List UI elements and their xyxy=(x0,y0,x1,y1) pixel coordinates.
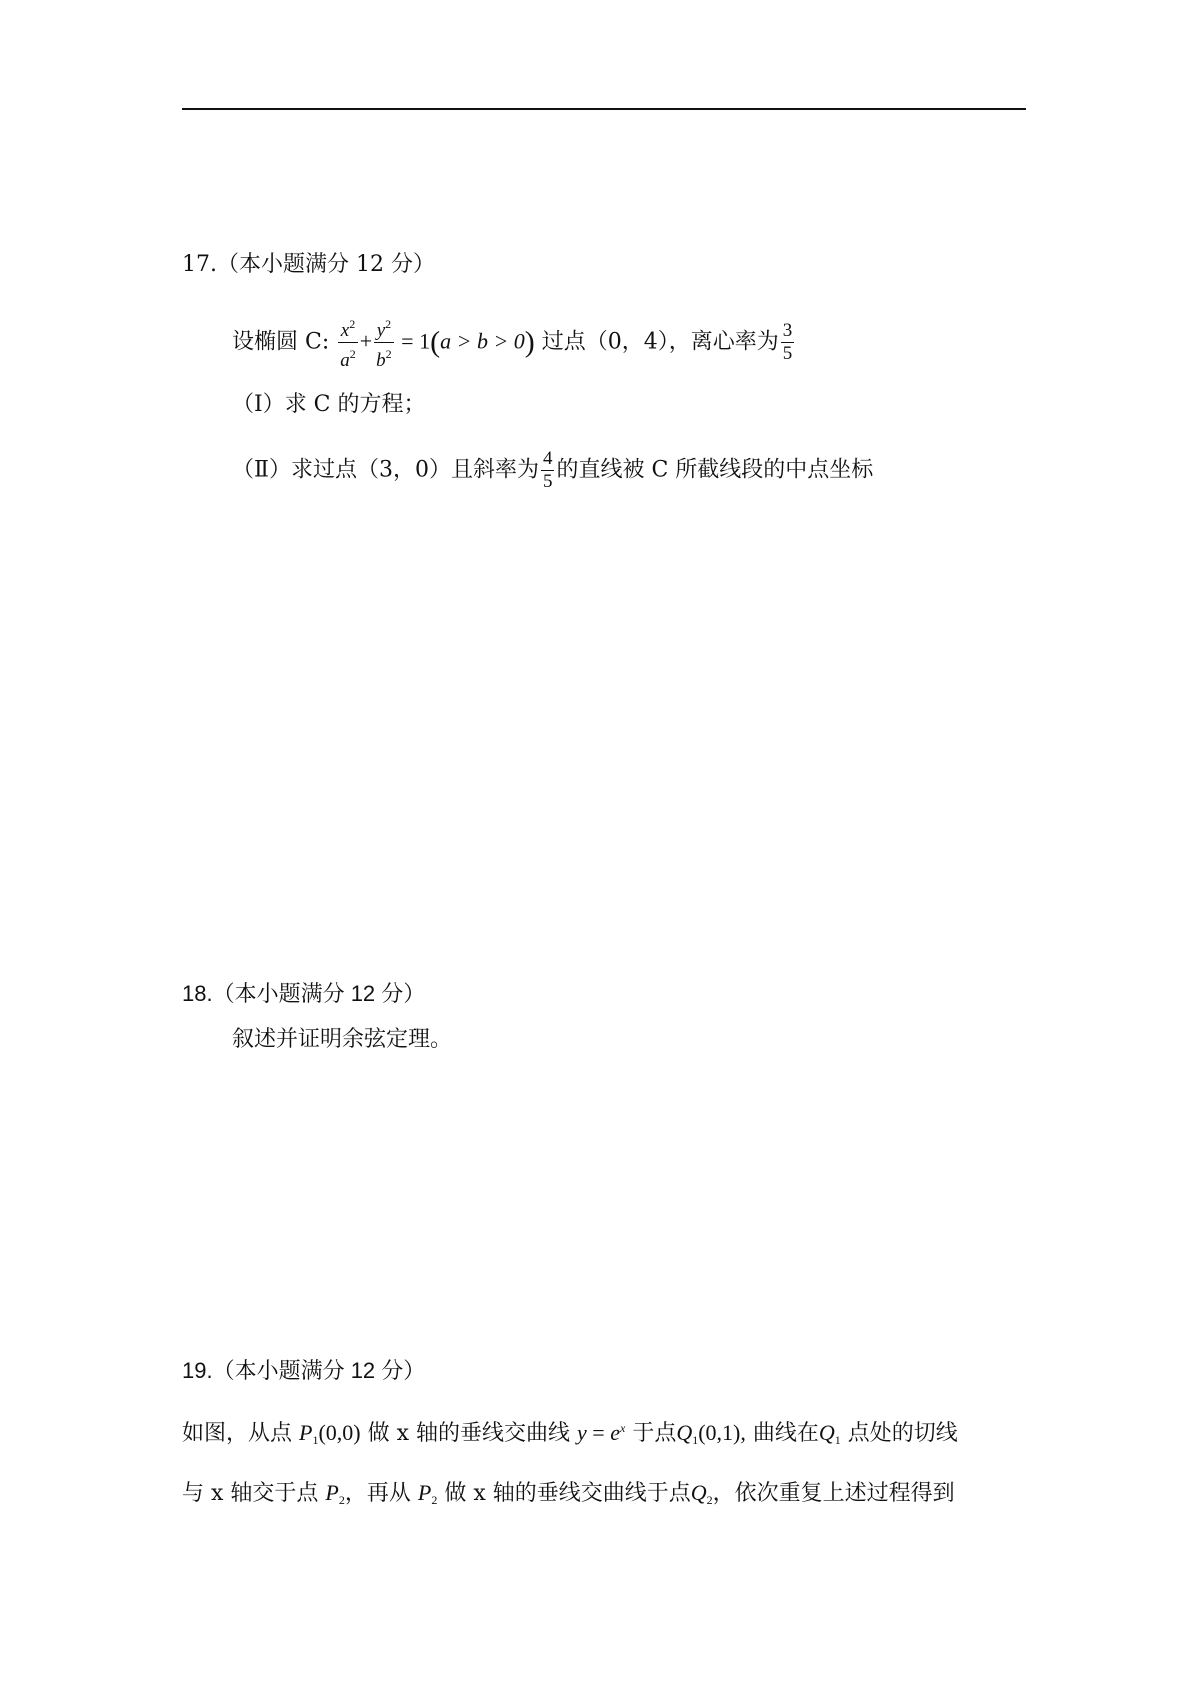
q19-text-2b: ，再从 xyxy=(344,1481,411,1506)
point-p2: $P_2$ xyxy=(325,1480,345,1507)
q19-text-2d: ，依次重复上述过程得到 xyxy=(712,1481,955,1506)
q19-heading: 19.（本小题满分 12 分） xyxy=(182,1358,426,1383)
q17-part1: （Ⅰ）求 C 的方程； xyxy=(232,392,426,417)
q19-text-1d: 曲线在 xyxy=(752,1421,819,1446)
q1-coord: (0,1), xyxy=(698,1420,746,1445)
q19-line2 xyxy=(182,1478,955,1515)
q19-line1 xyxy=(182,1413,958,1455)
q17-stem: 设椭圆 C: $\frac{x^2}{a^2}$ + $\frac{y^2}{b^2}$ = 1(a > b > 0) 过点（0，4），离心率为 $\frac{3}{5}$ xyxy=(232,313,796,372)
q17-stem-suffix: 过点（0，4），离心率为 xyxy=(541,329,779,355)
q18-heading: 18.（本小题满分 12 分） xyxy=(182,981,426,1006)
q17-part2 xyxy=(232,448,873,493)
point-p1: $P_1$ xyxy=(299,1420,319,1447)
point-p2-ref: $P_2$ xyxy=(417,1480,438,1507)
header-rule xyxy=(182,108,1026,110)
q19-text-1a: 如图，从点 xyxy=(182,1421,293,1446)
q17-part2-suffix: 的直线被 C 所截线段的中点坐标 xyxy=(556,457,874,483)
point-q2: $Q_2$ xyxy=(690,1480,713,1507)
q17-heading: 17.（本小题满分 12 分） xyxy=(182,252,435,277)
q18-body: 叙述并证明余弦定理。 xyxy=(232,1027,453,1052)
q19-text-1b: 做 x 轴的垂线交曲线 xyxy=(367,1421,571,1446)
q19-text-2c: 做 x 轴的垂线交曲线于点 xyxy=(444,1481,691,1506)
q19-text-2a: 与 x 轴交于点 xyxy=(182,1481,319,1506)
eccentricity-fraction: $\frac{3}{5}$ xyxy=(782,320,793,364)
q17-stem-prefix: 设椭圆 C: xyxy=(232,329,330,355)
q17-part2-prefix: （Ⅱ）求过点（3，0）且斜率为 xyxy=(232,457,539,483)
point-q1: $Q_1$ xyxy=(676,1420,699,1447)
eq-one: 1 xyxy=(419,328,431,354)
q19-text-1c: 于点 xyxy=(632,1421,677,1446)
q19-text-1e: 点处的切线 xyxy=(847,1421,958,1446)
frac-x2-a2: $\frac{x^2}{a^2}$ xyxy=(338,313,358,372)
curve-equation: $y = e^x$ xyxy=(577,1420,626,1445)
slope-fraction: $\frac{4}{5}$ xyxy=(542,448,553,492)
point-q1-ref: $Q_1$ xyxy=(818,1420,841,1447)
frac-y2-b2: $\frac{y^2}{b^2}$ xyxy=(374,313,394,372)
condition: a > b > 0 xyxy=(440,328,525,354)
p1-coord: (0,0) xyxy=(318,1420,361,1445)
